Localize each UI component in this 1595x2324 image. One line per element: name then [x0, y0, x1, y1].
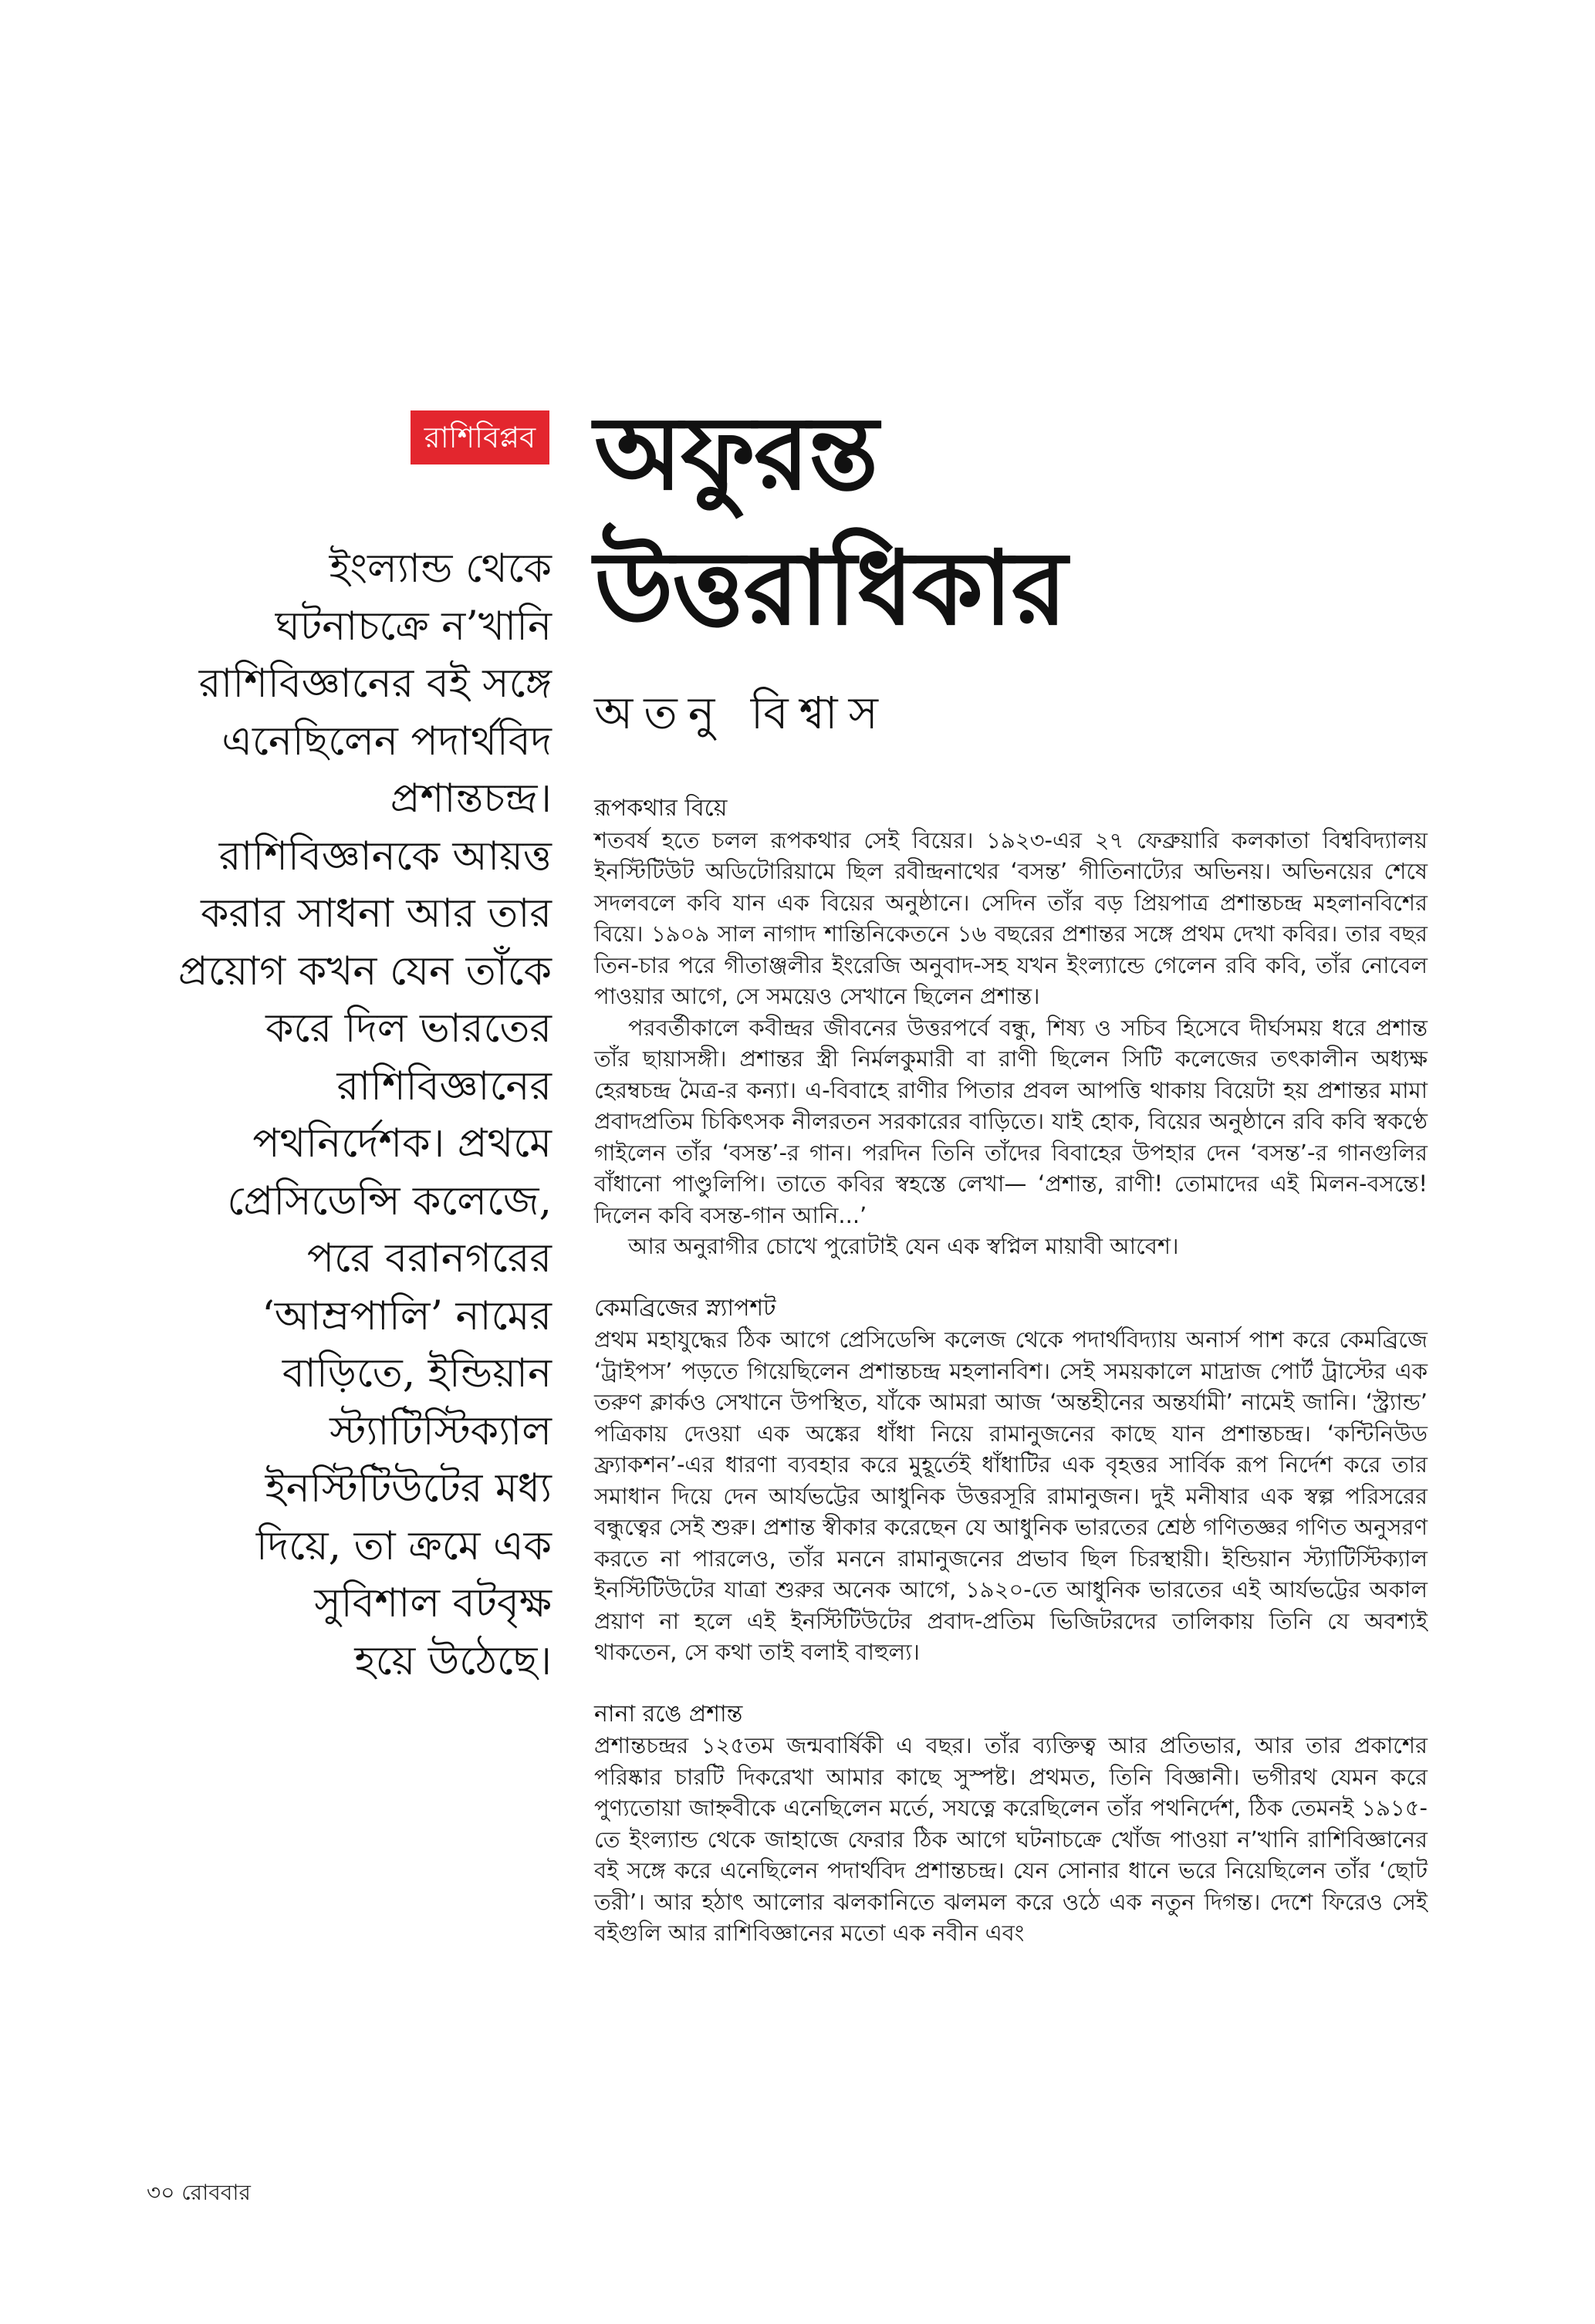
section-cambridge-snapshot — [594, 1293, 1428, 1668]
pullquote-line: করে দিল ভারতের — [265, 1005, 552, 1052]
pullquote-line: প্রেসিডেন্সি কলেজে, — [227, 1177, 552, 1224]
paragraph: প্রশান্তচন্দ্রর ১২৫তম জন্মবার্ষিকী এ বছর। তাঁর ব্যক্তিত্ব আর প্রতিভার, আর তার প্রকাশের পরিষ্কার চারটি দিকরেখা আমার কাছে সুস্পষ্ট। প্রথমত, তিনি বিজ্ঞানী। ভগীরথ যেমন করে পুণ্যতোয়া জাহ্নবীকে এনেছিলেন মর্তে, সযত্নে করেছিলেন তাঁর পথনির্দেশ, ঠিক তেমনই ১৯১৫-তে ইংল্যান্ড থেকে জাহাজে ফেরার ঠিক আগে ঘটনাচক্রে খোঁজ পাওয়া ন’খানি রাশিবিজ্ঞানের বই সঙ্গে করে এনেছিলেন পদার্থবিদ প্রশান্তচন্দ্র। যেন সোনার ধানে ভরে নিয়েছিলেন তাঁর ‘ছোট তরী’। আর হঠাৎ আলোর ঝলকানিতে ঝলমল করে ওঠে এক নতুন দিগন্ত। দেশে ফিরেও সেই বইগুলি আর রাশিবিজ্ঞানের মতো এক নবীন এবং — [594, 1732, 1428, 1946]
pullquote-line: দিয়ে, তা ক্রমে এক — [255, 1522, 552, 1569]
pullquote-line: প্রশান্তচন্দ্র। — [390, 775, 552, 822]
section-heading: নানা রঙে প্রশান্ত — [594, 1700, 743, 1728]
section-rupkothar-biye — [594, 793, 1428, 1262]
author-byline: অতনু বিশ্বাস — [594, 687, 889, 739]
paragraph: আর অনুরাগীর চোখে পুরোটাই যেন এক স্বপ্নিল মায়াবী আবেশ। — [628, 1233, 1179, 1259]
pullquote-line: বাড়িতে, ইন্ডিয়ান — [282, 1350, 552, 1397]
paragraph: প্রথম মহাযুদ্ধের ঠিক আগে প্রেসিডেন্সি কলেজ থেকে পদার্থবিদ্যায় অনার্স পাশ করে কেমব্রিজে ‘ট্রাইপস’ পড়তে গিয়েছিলেন প্রশান্তচন্দ্র মহলানবিশ। সেই সময়কালে মাদ্রাজ পোর্ট ট্রাস্টের এক তরুণ ক্লার্কও সেখানে উপস্থিত, যাঁকে আমরা আজ ‘অন্তহীনের অন্তর্যামী’ নামেই জানি। ‘স্ট্র্যান্ড’ পত্রিকায় দেওয়া এক অঙ্কের ধাঁধা নিয়ে রামানুজনের কাছে যান প্রশান্তচন্দ্র। ‘কন্টিনিউড ফ্র্যাকশন’-এর ধারণা ব্যবহার করে মুহূর্তেই ধাঁধাটির এক বৃহত্তর সার্বিক রূপ নির্দেশ করে তার সমাধান দিয়ে দেন আর্যভট্টের আধুনিক উত্তরসূরি রামানুজন। দুই মনীষার এক স্বল্প পরিসরের বন্ধুত্বের সেই শুরু। প্রশান্ত স্বীকার করেছেন যে আধুনিক ভারতের শ্রেষ্ঠ গণিতজ্ঞর গণিত অনুসরণ করতে না পারলেও, তাঁর মননে রামানুজনের প্রভাব ছিল চিরস্থায়ী। ইন্ডিয়ান স্ট্যাটিস্টিক্যাল ইনস্টিটিউটের যাত্রা শুরুর অনেক আগে, ১৯২০-তে আধুনিক ভারতের এই আর্যভট্টের অকাল প্রয়াণ না হলে এই ইনস্টিটিউটের প্রবাদ-প্রতিম ভিজিটরদের তালিকায় তিনি যে অবশ্যই থাকতেন, সে কথা তাই বলাই বাহুল্য। — [594, 1326, 1428, 1665]
pullquote-line: হয়ে উঠেছে। — [354, 1637, 552, 1684]
article-title — [594, 386, 1066, 656]
paragraph: পরবর্তীকালে কবীন্দ্রর জীবনের উত্তরপর্বে বন্ধু, শিষ্য ও সচিব হিসেবে দীর্ঘসময় ধরে প্রশান্ত তাঁর ছায়াসঙ্গী। প্রশান্তর স্ত্রী নির্মলকুমারী বা রাণী ছিলেন সিটি কলেজের তৎকালীন অধ্যক্ষ হেরম্বচন্দ্র মৈত্র-র কন্যা। এ-বিবাহে রাণীর পিতার প্রবল আপত্তি থাকায় বিয়েটা হয় প্রশান্তর মামা প্রবাদপ্রতিম চিকিৎসক নীলরতন সরকারের বাড়িতে। যাই হোক, বিয়ের অনুষ্ঠানে রবি কবি স্বকণ্ঠে গাইলেন তাঁর ‘বসন্ত’-র গান। পরদিন তিনি তাঁদের বিবাহের উপহার দেন ‘বসন্ত’-র গানগুলির বাঁধানো পাণ্ডুলিপি। তাতে কবির স্বহস্তে লেখা— ‘প্রশান্ত, রাণী! তোমাদের এই মিলন-বসন্তে! দিলেন কবি বসন্ত-গান আনি...’ — [594, 1014, 1428, 1228]
pullquote-line: ইংল্যান্ড থেকে — [329, 546, 552, 592]
section-heading: কেমব্রিজের স্ন্যাপশট — [594, 1294, 776, 1322]
pullquote-line: ইনস্টিটিউটের মধ্য — [265, 1465, 552, 1512]
page-footer: ৩০ রোববার — [147, 2180, 251, 2205]
section-nana-range-prashanta — [594, 1699, 1428, 1949]
pullquote-line: সুবিশাল বটবৃক্ষ — [314, 1580, 552, 1626]
pullquote-line: রাশিবিজ্ঞানের বই সঙ্গে — [198, 660, 552, 707]
section-tag: রাশিবিপ্লব — [411, 410, 549, 464]
pullquote-line: প্রয়োগ কখন যেন তাঁকে — [177, 948, 552, 995]
pullquote-line: করার সাধনা আর তার — [201, 890, 552, 937]
pullquote-line: স্ট্যাটিস্টিক্যাল — [329, 1407, 552, 1454]
pullquote-line: এনেছিলেন পদার্থবিদ — [221, 718, 552, 765]
title-line: অফুরন্ত — [594, 394, 877, 513]
article-body — [594, 793, 1428, 1980]
pullquote-line: ‘আম্রপালি’ নামের — [262, 1292, 552, 1339]
pullquote-line: রাশিবিজ্ঞানকে আয়ত্ত — [218, 833, 552, 880]
pull-quote — [120, 540, 552, 1690]
pullquote-line: ঘটনাচক্রে ন’খানি — [275, 603, 552, 650]
pullquote-line: পরে বরানগরের — [306, 1235, 552, 1282]
section-heading: রূপকথার বিয়ে — [594, 795, 728, 822]
pullquote-line: রাশিবিজ্ঞানের — [336, 1062, 552, 1110]
title-line: উত্তরাধিকার — [594, 529, 1066, 648]
pullquote-line: পথনির্দেশক। প্রথমে — [252, 1120, 552, 1167]
paragraph: শতবর্ষ হতে চলল রূপকথার সেই বিয়ের। ১৯২৩-এর ২৭ ফেব্রুয়ারি কলকাতা বিশ্ববিদ্যালয় ইনস্টিটিউট অডিটোরিয়ামে ছিল রবীন্দ্রনাথের ‘বসন্ত’ গীতিনাট্যের অভিনয়। অভিনয়ের শেষে সদলবলে কবি যান এক বিয়ের অনুষ্ঠানে। সেদিন তাঁর বড় প্রিয়পাত্র প্রশান্তচন্দ্র মহলানবিশের বিয়ে। ১৯০৯ সাল নাগাদ শান্তিনিকেতনে ১৬ বছরের প্রশান্তর সঙ্গে প্রথম দেখা কবির। তার বছর তিন-চার পরে গীতাঞ্জলীর ইংরেজি অনুবাদ-সহ যখন ইংল্যান্ডে গেলেন রবি কবি, তাঁর নোবেল পাওয়ার আগে, সে সময়েও সেখানে ছিলেন প্রশান্ত। — [594, 826, 1428, 1009]
